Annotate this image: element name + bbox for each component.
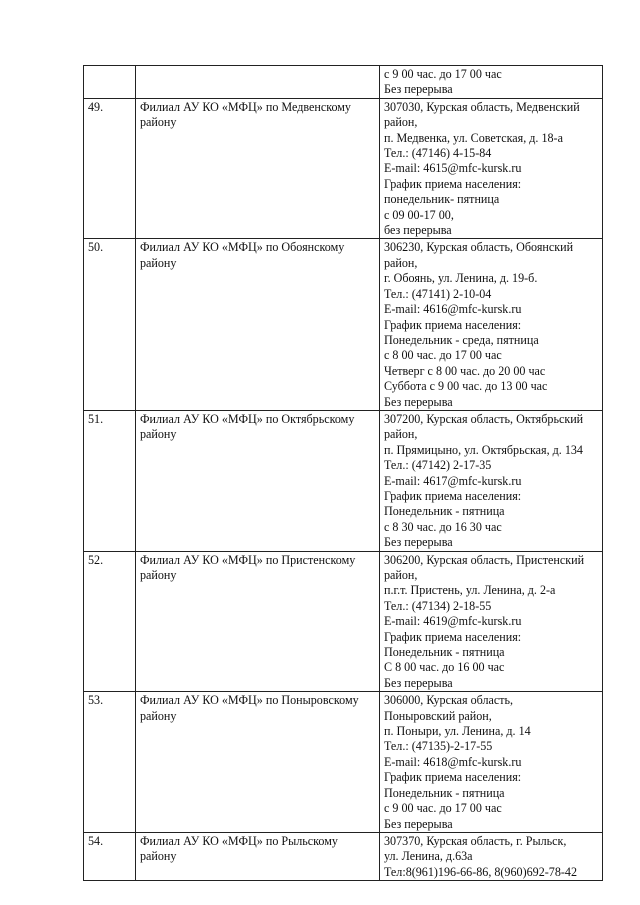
table-row bbox=[84, 98, 603, 239]
contact-line: с 9 00 час. до 17 00 час bbox=[384, 67, 502, 81]
contact-line: E-mail: 4616@mfc-kursk.ru bbox=[384, 302, 522, 317]
table-row bbox=[84, 692, 603, 833]
contact-line: Понедельник - пятница bbox=[384, 785, 505, 800]
branch-contact-info bbox=[380, 410, 603, 551]
contact-line: с 8 30 час. до 16 30 час bbox=[384, 519, 502, 534]
contact-line: Без перерыва bbox=[384, 675, 453, 690]
contact-line: Тел.: (47146) 4-15-84 bbox=[384, 146, 492, 161]
contact-line: район, bbox=[384, 427, 418, 442]
branch-name bbox=[136, 66, 380, 99]
contact-line: район, bbox=[384, 255, 418, 270]
contact-line: Тел.: (47142) 2-17-35 bbox=[384, 458, 492, 473]
contact-line: с 8 00 час. до 17 00 час bbox=[384, 348, 502, 363]
row-number: 51. bbox=[84, 410, 136, 551]
branch-name: Филиал АУ КО «МФЦ» по Поныровскому району bbox=[136, 692, 380, 833]
branch-name: Филиал АУ КО «МФЦ» по Обоянскому району bbox=[136, 239, 380, 410]
contact-line: Понедельник - среда, пятница bbox=[384, 332, 539, 347]
contact-line: Тел:8(961)196-66-86, 8(960)692-78-42 bbox=[384, 864, 577, 879]
branch-contact-info bbox=[380, 551, 603, 692]
branch-table bbox=[83, 65, 603, 881]
branch-name: Филиал АУ КО «МФЦ» по Пристенскому району bbox=[136, 551, 380, 692]
branch-contact-info bbox=[380, 832, 603, 880]
contact-line: 306000, Курская область, bbox=[384, 693, 514, 708]
row-number: 49. bbox=[84, 98, 136, 239]
contact-line: ул. Ленина, д.63а bbox=[384, 849, 473, 864]
contact-line: Тел.: (47141) 2-10-04 bbox=[384, 286, 492, 301]
contact-line: График приема населения: bbox=[384, 488, 522, 503]
contact-line: 307030, Курская область, Медвенский bbox=[384, 99, 580, 114]
contact-line: График приема населения: bbox=[384, 317, 522, 332]
contact-line: Понедельник - пятница bbox=[384, 645, 505, 660]
contact-line: Без перерыва bbox=[384, 816, 453, 831]
contact-line: без перерыва bbox=[384, 223, 452, 238]
branch-name: Филиал АУ КО «МФЦ» по Рыльскому району bbox=[136, 832, 380, 880]
table-row bbox=[84, 551, 603, 692]
contact-line: Без перерыва bbox=[384, 82, 453, 97]
contact-line: с 9 00 час. до 17 00 час bbox=[384, 801, 502, 816]
contact-line: район, bbox=[384, 568, 418, 582]
row-number: 54. bbox=[84, 832, 136, 880]
contact-line: 306230, Курская область, Обоянский bbox=[384, 240, 574, 255]
contact-line: Поныровский район, bbox=[384, 708, 492, 723]
contact-line: 306200, Курская область, Пристенский bbox=[384, 552, 585, 567]
branch-name: Филиал АУ КО «МФЦ» по Октябрьскому району bbox=[136, 410, 380, 551]
row-number bbox=[84, 66, 136, 99]
contact-line: 307200, Курская область, Октябрьский bbox=[384, 411, 584, 426]
branch-name: Филиал АУ КО «МФЦ» по Медвенскому району bbox=[136, 98, 380, 239]
contact-line: График приема населения: bbox=[384, 629, 522, 644]
contact-line: Тел.: (47134) 2-18-55 bbox=[384, 598, 492, 613]
contact-line: район, bbox=[384, 115, 418, 130]
table-row bbox=[84, 410, 603, 551]
contact-line: График приема населения: bbox=[384, 176, 522, 191]
contact-line: Без перерыва bbox=[384, 535, 453, 550]
contact-line: Понедельник - пятница bbox=[384, 504, 505, 519]
branch-contact-info bbox=[380, 239, 603, 410]
table-row bbox=[84, 239, 603, 410]
contact-line: г. Обоянь, ул. Ленина, д. 19-б. bbox=[384, 271, 538, 286]
contact-line: E-mail: 4618@mfc-kursk.ru bbox=[384, 754, 522, 769]
contact-line: Тел.: (47135)-2-17-55 bbox=[384, 739, 493, 754]
row-number: 50. bbox=[84, 239, 136, 410]
contact-line: E-mail: 4617@mfc-kursk.ru bbox=[384, 473, 522, 488]
contact-line: 307370, Курская область, г. Рыльск, bbox=[384, 833, 567, 848]
contact-line: Без перерыва bbox=[384, 394, 453, 409]
contact-line: понедельник- пятница bbox=[384, 192, 500, 207]
contact-line: E-mail: 4615@mfc-kursk.ru bbox=[384, 161, 522, 176]
table-row bbox=[84, 832, 603, 880]
contact-line: п. Прямицыно, ул. Октябрьская, д. 134 bbox=[384, 442, 583, 457]
branch-contact-info bbox=[380, 692, 603, 833]
contact-line: Четверг с 8 00 час. до 20 00 час bbox=[384, 363, 546, 378]
table-row bbox=[84, 66, 603, 99]
contact-line: Суббота с 9 00 час. до 13 00 час bbox=[384, 379, 548, 394]
contact-line: С 8 00 час. до 16 00 час bbox=[384, 660, 505, 675]
contact-line: п. Поныри, ул. Ленина, д. 14 bbox=[384, 724, 531, 739]
row-number: 52. bbox=[84, 551, 136, 692]
branch-contact-info bbox=[380, 98, 603, 239]
branch-table-body bbox=[84, 66, 603, 881]
branch-contact-info bbox=[380, 66, 603, 99]
contact-line: п.г.т. Пристень, ул. Ленина, д. 2-а bbox=[384, 583, 556, 598]
contact-line: с 09 00-17 00, bbox=[384, 207, 454, 222]
row-number: 53. bbox=[84, 692, 136, 833]
contact-line: E-mail: 4619@mfc-kursk.ru bbox=[384, 614, 522, 629]
contact-line: График приема населения: bbox=[384, 770, 522, 785]
contact-line: п. Медвенка, ул. Советская, д. 18-а bbox=[384, 130, 563, 145]
